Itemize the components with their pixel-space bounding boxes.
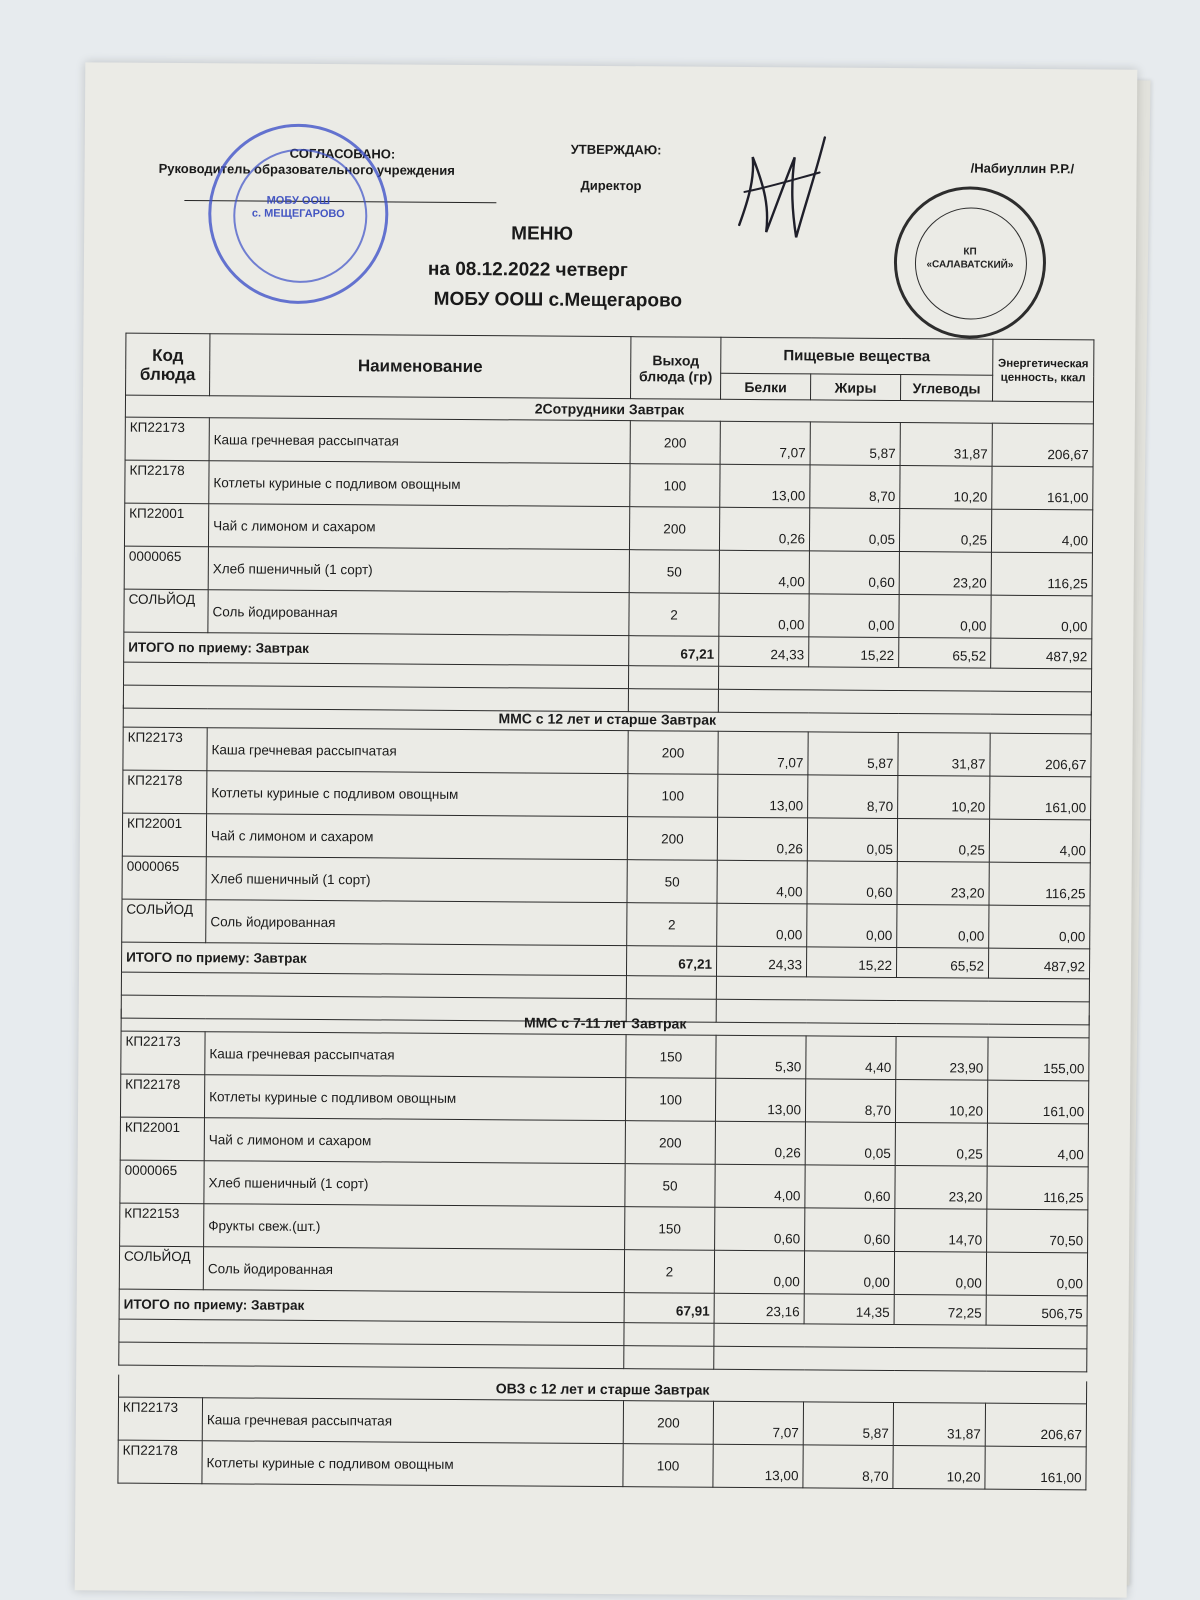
- cell-fat: 5,87: [810, 422, 900, 466]
- table-row: [120, 1117, 1088, 1167]
- cell-carbs: 10,20: [893, 1446, 985, 1490]
- table-row: [123, 770, 1091, 820]
- cell-protein: 7,07: [718, 731, 808, 775]
- cell-code: КП22173: [118, 1397, 202, 1441]
- cell-protein: 13,00: [720, 464, 810, 508]
- cell-name: Каша гречневая рассыпчатая: [205, 1032, 626, 1078]
- cell-protein: 4,00: [715, 1164, 805, 1208]
- table-row: [120, 1160, 1088, 1210]
- cell-protein: 0,60: [715, 1207, 805, 1251]
- cell-name: Соль йодированная: [206, 900, 627, 946]
- cell-carbs: 10,20: [895, 1080, 987, 1124]
- cell-yield: 100: [623, 1444, 713, 1488]
- org-stamp: МОБУ ООШ с. МЕЩЕГАРОВО: [208, 123, 389, 304]
- table-row: [119, 1246, 1087, 1296]
- total-yield: 67,21: [626, 946, 716, 977]
- cell-code: 0000065: [120, 1160, 204, 1204]
- total-carbs: 65,52: [899, 638, 991, 669]
- header-protein: Белки: [721, 373, 811, 400]
- total-protein: 24,33: [716, 946, 806, 977]
- section-table: [123, 395, 1094, 716]
- cell-carbs: 31,87: [898, 733, 990, 777]
- cell-carbs: 31,87: [900, 423, 992, 467]
- table-row: [118, 1440, 1086, 1490]
- cell-code: СОЛЬЙОД: [122, 899, 206, 943]
- section-table: [121, 705, 1092, 1026]
- cell-name: Котлеты куриные с подливом овощным: [204, 1075, 625, 1121]
- cell-yield: 2: [627, 903, 717, 947]
- cell-fat: 0,05: [805, 1122, 895, 1166]
- cell-energy: 116,25: [987, 1166, 1088, 1210]
- cell-yield: 200: [629, 507, 719, 551]
- section-title: ММС с 7-11 лет Завтрак: [121, 1009, 1089, 1038]
- cell-fat: 0,60: [807, 861, 897, 905]
- table-header: [125, 333, 1094, 403]
- total-yield: 67,21: [629, 636, 719, 667]
- table-row: [124, 546, 1092, 596]
- section-table: [118, 1009, 1090, 1373]
- cell-fat: 0,60: [805, 1165, 895, 1209]
- table-row: [120, 1203, 1088, 1253]
- cell-code: КП22178: [125, 460, 209, 504]
- table-row: [121, 1031, 1089, 1081]
- header-yield: Выход блюда (гр): [631, 337, 721, 400]
- section-table: [117, 1375, 1087, 1491]
- cell-carbs: 0,25: [897, 819, 989, 863]
- header-nutrients: Пищевые вещества: [721, 337, 993, 375]
- cell-code: КП22178: [120, 1074, 204, 1118]
- cell-carbs: 23,20: [899, 552, 991, 596]
- cell-fat: 0,05: [809, 508, 899, 552]
- cell-energy: 70,50: [987, 1209, 1088, 1253]
- cell-protein: 13,00: [715, 1078, 805, 1122]
- cell-carbs: 0,25: [895, 1123, 987, 1167]
- cell-carbs: 23,20: [895, 1166, 987, 1210]
- menu-date: на 08.12.2022 четверг: [427, 258, 628, 282]
- cell-code: КП22173: [121, 1031, 205, 1075]
- cell-yield: 100: [625, 1078, 715, 1122]
- cell-energy: 116,25: [989, 862, 1090, 906]
- cell-carbs: 0,00: [894, 1252, 986, 1296]
- director-name: /Набиуллин Р.Р./: [970, 160, 1075, 177]
- cell-name: Хлеб пшеничный (1 сорт): [208, 547, 629, 593]
- agreed-label: СОГЛАСОВАНО:: [289, 145, 396, 162]
- cell-yield: 200: [628, 731, 718, 775]
- cell-yield: 50: [627, 860, 717, 904]
- cell-fat: 8,70: [808, 775, 898, 819]
- cell-yield: 200: [623, 1401, 713, 1445]
- cell-fat: 0,00: [807, 904, 897, 948]
- cell-energy: 161,00: [992, 466, 1093, 510]
- cell-yield: 200: [627, 817, 717, 861]
- total-energy: 487,92: [988, 948, 1089, 979]
- cell-energy: 206,67: [990, 733, 1091, 777]
- cell-name: Фрукты свеж.(шт.): [204, 1204, 625, 1250]
- cell-protein: 0,00: [719, 593, 809, 637]
- cell-yield: 150: [625, 1207, 715, 1251]
- cell-code: КП22173: [123, 727, 207, 771]
- cell-name: Соль йодированная: [208, 590, 629, 636]
- total-energy: 506,75: [986, 1295, 1087, 1326]
- cell-name: Каша гречневая рассыпчатая: [202, 1398, 623, 1444]
- supplier-stamp: КП «САЛАВАТСКИЙ»: [893, 186, 1046, 339]
- cell-fat: 4,40: [806, 1036, 896, 1080]
- cell-name: Котлеты куриные с подливом овощным: [209, 461, 630, 507]
- cell-carbs: 31,87: [893, 1403, 985, 1447]
- head-of-org-label: Руководитель образовательного учреждения: [158, 160, 455, 178]
- cell-name: Каша гречневая рассыпчатая: [209, 418, 630, 464]
- total-fat: 15,22: [809, 637, 899, 668]
- table-row: [125, 417, 1093, 467]
- cell-name: Чай с лимоном и сахаром: [208, 504, 629, 550]
- total-protein: 24,33: [719, 636, 809, 667]
- total-fat: 14,35: [804, 1294, 894, 1325]
- approve-label: УТВЕРЖДАЮ:: [570, 141, 662, 158]
- cell-fat: 0,60: [805, 1208, 895, 1252]
- section-title: 2Сотрудники Завтрак: [125, 395, 1093, 424]
- cell-fat: 5,87: [808, 732, 898, 776]
- cell-energy: 116,25: [991, 552, 1092, 596]
- cell-protein: 13,00: [718, 774, 808, 818]
- cell-yield: 100: [630, 464, 720, 508]
- table-row: [120, 1074, 1088, 1124]
- table-row: [122, 899, 1090, 949]
- cell-yield: 150: [626, 1035, 716, 1079]
- cell-protein: 0,00: [717, 903, 807, 947]
- cell-energy: 206,67: [992, 423, 1093, 467]
- cell-yield: 50: [629, 550, 719, 594]
- section-title: ММС с 12 лет и старше Завтрак: [123, 705, 1091, 734]
- cell-protein: 7,07: [720, 421, 810, 465]
- header-carbs: Углеводы: [901, 375, 993, 402]
- cell-yield: 200: [625, 1121, 715, 1165]
- cell-name: Чай с лимоном и сахаром: [204, 1118, 625, 1164]
- table-row: [124, 589, 1092, 639]
- cell-code: СОЛЬЙОД: [119, 1246, 203, 1290]
- cell-fat: 8,70: [810, 465, 900, 509]
- cell-code: КП22178: [123, 770, 207, 814]
- cell-energy: 4,00: [991, 509, 1092, 553]
- total-yield: 67,91: [624, 1293, 714, 1324]
- total-carbs: 65,52: [896, 948, 988, 979]
- header-name: Наименование: [210, 334, 631, 399]
- cell-carbs: 10,20: [900, 466, 992, 510]
- total-label: ИТОГО по приему: Завтрак: [124, 632, 629, 666]
- cell-carbs: 23,20: [897, 862, 989, 906]
- cell-energy: 206,67: [985, 1403, 1086, 1447]
- table-row: [118, 1397, 1086, 1447]
- school-name: МОБУ ООШ с.Мещегарово: [433, 288, 683, 312]
- cell-name: Соль йодированная: [203, 1247, 624, 1293]
- cell-carbs: 0,25: [899, 509, 991, 553]
- cell-protein: 7,07: [713, 1401, 803, 1445]
- cell-code: СОЛЬЙОД: [124, 589, 208, 633]
- total-energy: 487,92: [991, 638, 1092, 669]
- table-row: [123, 727, 1091, 777]
- total-fat: 15,22: [806, 947, 896, 978]
- cell-energy: 155,00: [988, 1037, 1089, 1081]
- total-label: ИТОГО по приему: Завтрак: [119, 1289, 624, 1323]
- cell-name: Хлеб пшеничный (1 сорт): [206, 857, 627, 903]
- header-fat: Жиры: [811, 374, 901, 401]
- cell-fat: 5,87: [803, 1402, 893, 1446]
- total-label: ИТОГО по приему: Завтрак: [121, 942, 626, 976]
- cell-energy: 4,00: [987, 1123, 1088, 1167]
- cell-carbs: 0,00: [899, 595, 991, 639]
- cell-energy: 161,00: [990, 776, 1091, 820]
- table-row: [125, 460, 1093, 510]
- cell-yield: 100: [628, 774, 718, 818]
- cell-name: Каша гречневая рассыпчатая: [207, 728, 628, 774]
- cell-code: КП22001: [120, 1117, 204, 1161]
- cell-name: Котлеты куриные с подливом овощным: [207, 771, 628, 817]
- cell-protein: 5,30: [716, 1035, 806, 1079]
- cell-fat: 0,00: [804, 1251, 894, 1295]
- cell-code: КП22001: [122, 813, 206, 857]
- cell-protein: 0,26: [719, 507, 809, 551]
- cell-yield: 50: [625, 1164, 715, 1208]
- cell-yield: 2: [629, 593, 719, 637]
- cell-carbs: 14,70: [895, 1209, 987, 1253]
- cell-fat: 0,05: [807, 818, 897, 862]
- cell-fat: 8,70: [805, 1079, 895, 1123]
- cell-carbs: 0,00: [897, 905, 989, 949]
- cell-yield: 2: [624, 1250, 714, 1294]
- cell-protein: 13,00: [713, 1444, 803, 1488]
- menu-title: МЕНЮ: [511, 223, 574, 245]
- cell-name: Чай с лимоном и сахаром: [206, 814, 627, 860]
- cell-code: КП22001: [124, 503, 208, 547]
- cell-yield: 200: [630, 421, 720, 465]
- director-label: Директор: [580, 177, 642, 194]
- table-row: [122, 856, 1090, 906]
- cell-fat: 8,70: [803, 1445, 893, 1489]
- cell-energy: 4,00: [989, 819, 1090, 863]
- cell-protein: 4,00: [717, 860, 807, 904]
- cell-energy: 0,00: [991, 595, 1092, 639]
- cell-carbs: 23,90: [896, 1037, 988, 1081]
- total-carbs: 72,25: [894, 1295, 986, 1326]
- total-protein: 23,16: [714, 1293, 804, 1324]
- cell-energy: 0,00: [986, 1252, 1087, 1296]
- cell-fat: 0,60: [809, 551, 899, 595]
- cell-name: Хлеб пшеничный (1 сорт): [204, 1161, 625, 1207]
- cell-code: КП22178: [118, 1440, 202, 1484]
- section-title: ОВЗ с 12 лет и старше Завтрак: [119, 1375, 1087, 1404]
- signature-icon: [724, 117, 835, 248]
- cell-protein: 0,00: [714, 1250, 804, 1294]
- cell-energy: 161,00: [985, 1446, 1086, 1490]
- cell-code: 0000065: [124, 546, 208, 590]
- cell-code: КП22153: [120, 1203, 204, 1247]
- cell-carbs: 10,20: [898, 776, 990, 820]
- table-row: [124, 503, 1092, 553]
- cell-protein: 0,26: [715, 1121, 805, 1165]
- header-code: Код блюда: [126, 333, 210, 396]
- cell-code: КП22173: [125, 417, 209, 461]
- table-row: [122, 813, 1090, 863]
- cell-code: 0000065: [122, 856, 206, 900]
- cell-energy: 0,00: [989, 905, 1090, 949]
- cell-energy: 161,00: [987, 1080, 1088, 1124]
- document-page: [75, 62, 1138, 1597]
- cell-name: Котлеты куриные с подливом овощным: [202, 1441, 623, 1487]
- cell-protein: 4,00: [719, 550, 809, 594]
- cell-fat: 0,00: [809, 594, 899, 638]
- header-energy: Энергетическая ценность, ккал: [993, 339, 1094, 402]
- cell-protein: 0,26: [717, 817, 807, 861]
